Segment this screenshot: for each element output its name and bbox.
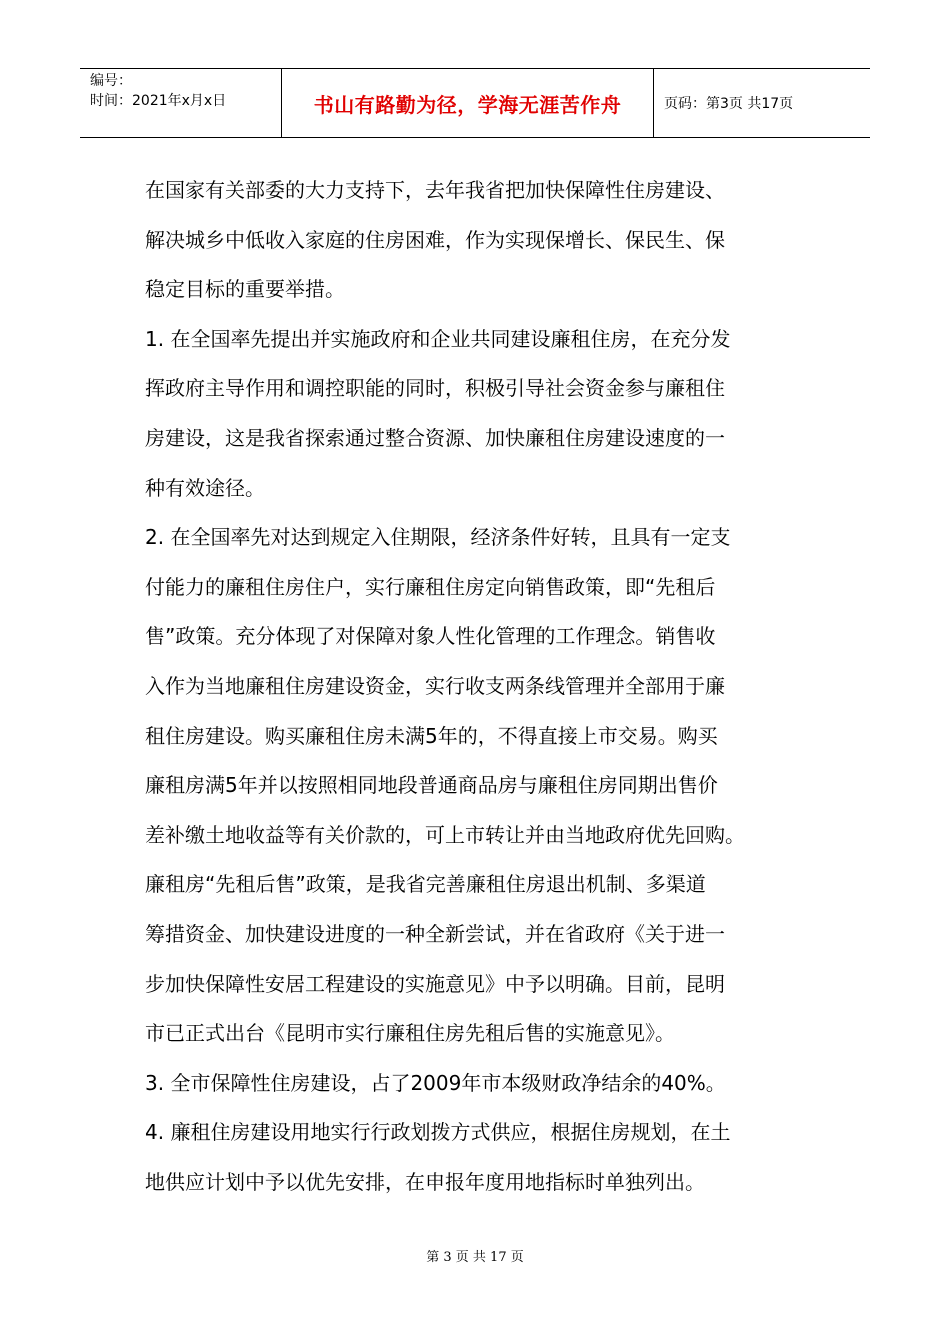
footer-page-number: 第 3 页 共 17 页 <box>426 1250 524 1265</box>
body-line: 筹措资金、加快建设进度的一种全新尝试，并在省政府《关于进一 <box>145 921 725 946</box>
document-date-label: 时间：2021年x月x日 <box>90 93 227 109</box>
body-line: 挥政府主导作用和调控职能的同时，积极引导社会资金参与廉租住 <box>145 376 725 401</box>
body-line: 差补缴土地收益等有关价款的，可上市转让并由当地政府优先回购。 <box>145 822 745 847</box>
body-line: 租住房建设。购买廉租住房未满5年的，不得直接上市交易。购买 <box>145 723 718 748</box>
body-line: 2. 在全国率先对达到规定入住期限，经济条件好转，且具有一定支 <box>145 525 731 550</box>
body-line: 付能力的廉租住房住户，实行廉租住房定向销售政策，即“先租后 <box>145 574 716 599</box>
body-line: 种有效途径。 <box>145 475 265 500</box>
document-body <box>145 166 815 1207</box>
header-meta-cell <box>80 69 282 137</box>
body-line: 售”政策。充分体现了对保障对象人性化管理的工作理念。销售收 <box>145 624 716 649</box>
body-line: 廉租房满5年并以按照相同地段普通商品房与廉租住房同期出售价 <box>145 773 718 798</box>
body-line: 房建设，这是我省探索通过整合资源、加快廉租住房建设速度的一 <box>145 425 725 450</box>
body-line: 入作为当地廉租住房建设资金，实行收支两条线管理并全部用于廉 <box>145 673 725 698</box>
header-page-info: 页码：第3页 共17页 <box>664 96 794 112</box>
page-footer <box>0 1246 950 1265</box>
body-line: 3. 全市保障性住房建设，占了2009年市本级财政净结余的40%。 <box>145 1070 726 1095</box>
body-line: 在国家有关部委的大力支持下，去年我省把加快保障性住房建设、 <box>145 178 725 202</box>
body-line: 步加快保障性安居工程建设的实施意见》中予以明确。目前，昆明 <box>145 971 725 996</box>
header-page-cell <box>654 69 870 137</box>
header-motto-cell <box>282 69 654 137</box>
body-line: 稳定目标的重要举措。 <box>145 277 345 302</box>
body-line: 解决城乡中低收入家庭的住房困难，作为实现保增长、保民生、保 <box>145 227 725 252</box>
body-line: 廉租房“先租后售”政策，是我省完善廉租住房退出机制、多渠道 <box>145 872 706 897</box>
header-motto: 书山有路勤为径，学海无涯苦作舟 <box>313 92 622 117</box>
body-line: 地供应计划中予以优先安排，在申报年度用地指标时单独列出。 <box>145 1169 705 1194</box>
body-line: 市已正式出台《昆明市实行廉租住房先租后售的实施意见》。 <box>145 1021 675 1046</box>
document-header <box>80 68 870 138</box>
body-line: 4. 廉租住房建设用地实行行政划拨方式供应，根据住房规划，在土 <box>145 1120 731 1145</box>
body-line: 1. 在全国率先提出并实施政府和企业共同建设廉租住房，在充分发 <box>145 326 731 351</box>
document-number-label: 编号： <box>90 73 132 89</box>
